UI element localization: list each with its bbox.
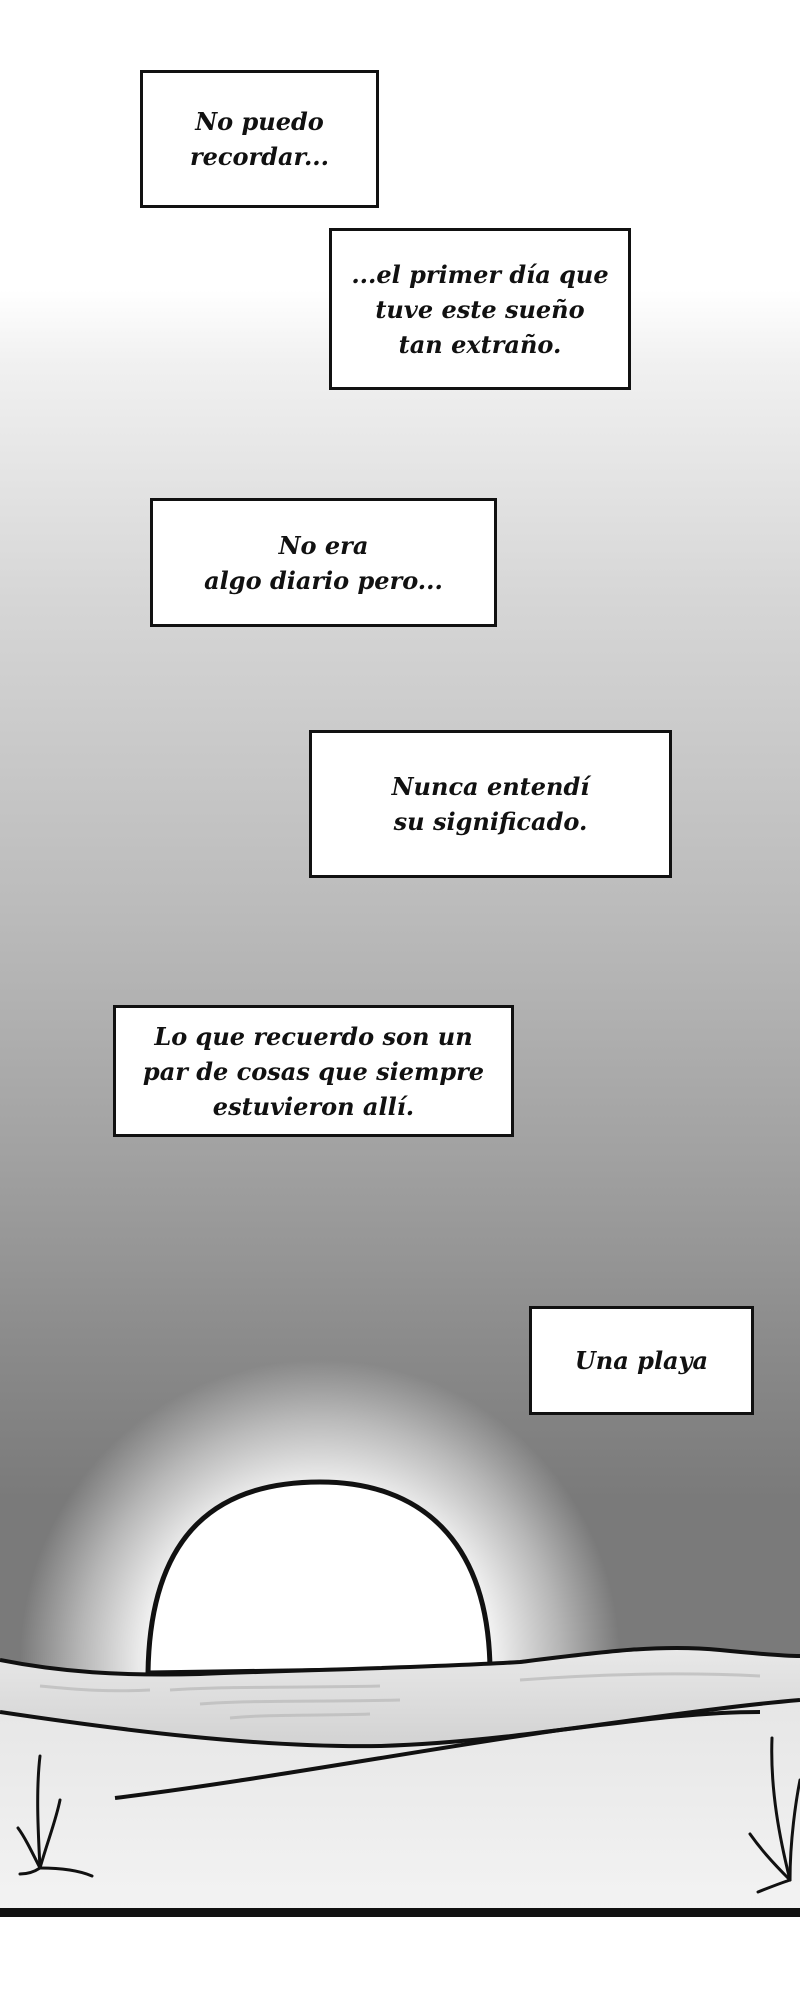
caption-box: Una playa [529, 1306, 754, 1415]
caption-box: Nunca entendí su significado. [309, 730, 672, 878]
caption-box: Lo que recuerdo son un par de cosas que siempre estuvieron allí. [113, 1005, 514, 1137]
panel-bottom-border [0, 1908, 800, 1917]
caption-box: No puedo recordar... [140, 70, 379, 208]
caption-box: No era algo diario pero... [150, 498, 497, 627]
caption-box: ...el primer día que tuve este sueño tan extraño. [329, 228, 631, 390]
